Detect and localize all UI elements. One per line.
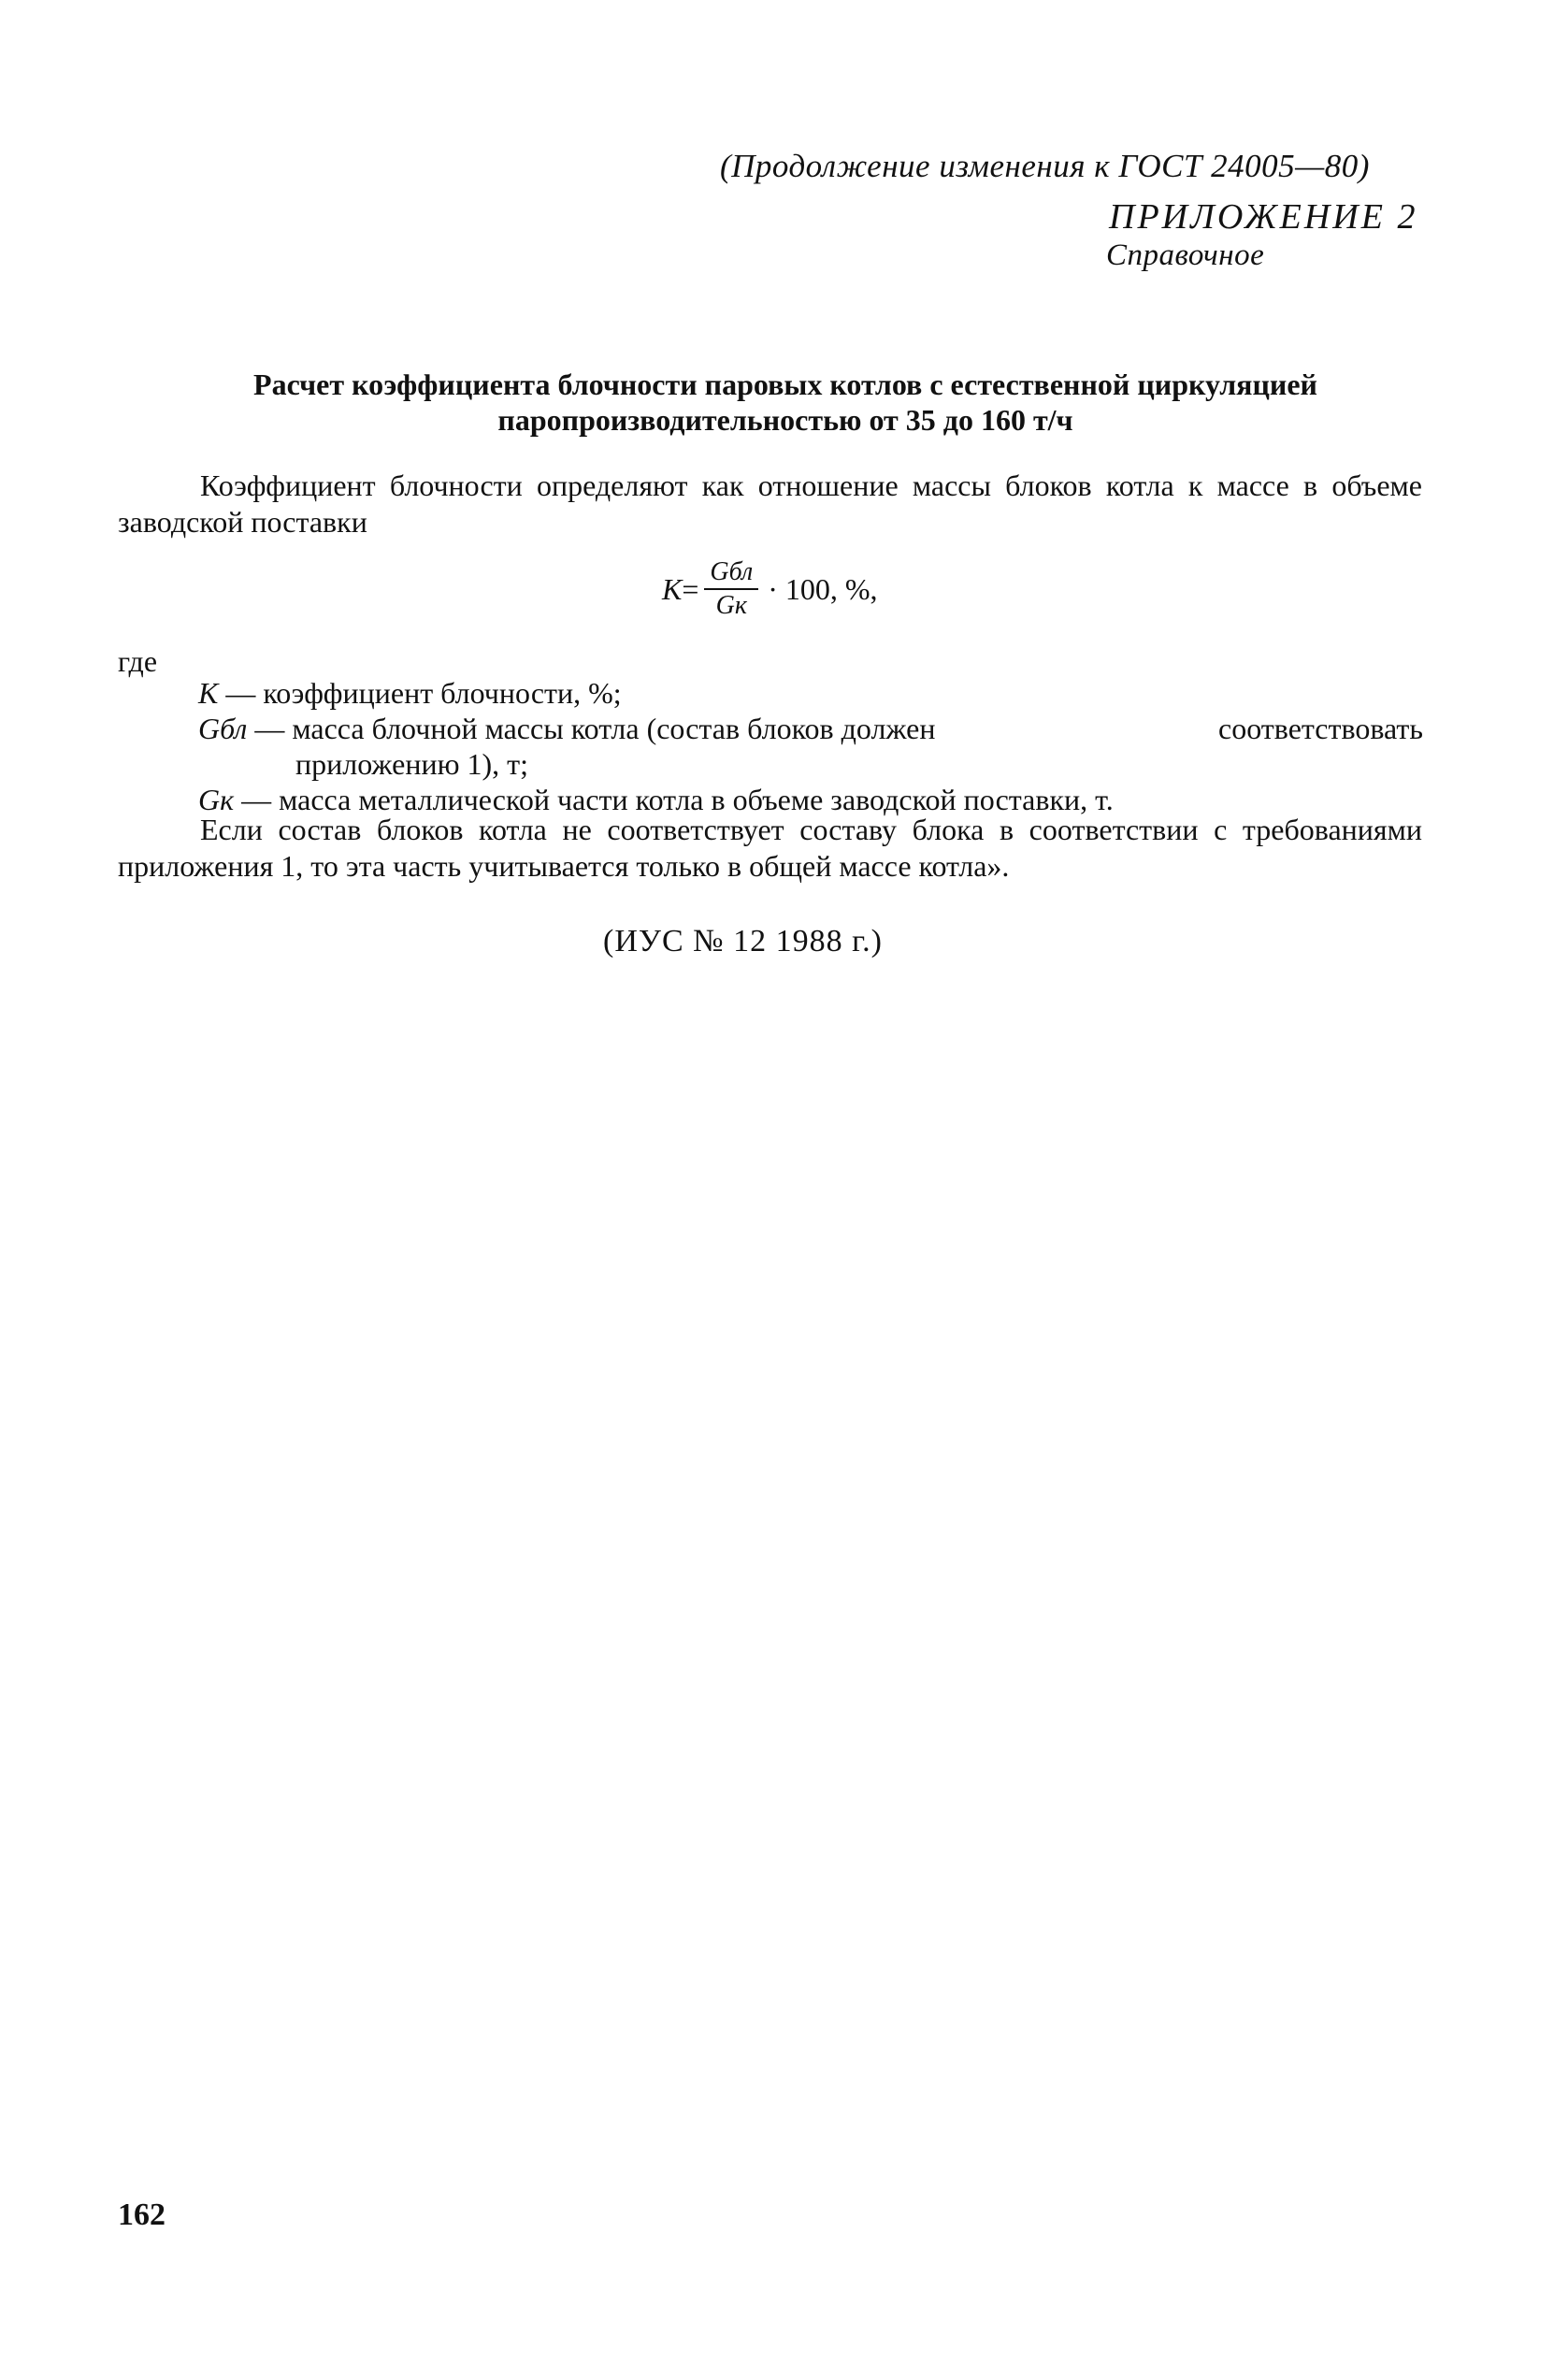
source-note: (ИУС № 12 1988 г.) [603,924,883,958]
definition-k [198,675,622,712]
appendix-title: ПРИЛОЖЕНИЕ 2 [1109,197,1418,237]
appendix-subtitle: Справочное [1106,238,1265,272]
definition-gk-symbol: Gк [198,783,235,816]
page-number: 162 [118,2197,165,2232]
formula-denominator: Gк [715,591,747,620]
formula-equals: = [682,571,699,606]
paragraph-block-composition: Если состав блоков котла не соответствует составу блока в соответствии с требованиями приложения 1, то эта часть учитывается только в общей массе котла». [118,813,1422,883]
formula-numerator: Gбл [704,556,758,590]
definition-gk-text: — масса металлической части котла в объеме заводской поставки, т. [234,783,1114,816]
definition-gbl-symbol: Gбл [198,712,248,745]
formula-rest: · 100, %, [768,571,878,606]
formula [662,542,878,636]
definition-k-text: — коэффициент блочности, %; [218,676,622,710]
paragraph-definition: Коэффициент блочности определяют как отношение массы блоков котла к массе в объеме заводской поставки [118,468,1422,539]
definition-k-symbol: K [198,676,219,710]
section-title: Расчет коэффициента блочности паровых котлов с естественной циркуляцией паропроизводительностью от 35 до 160 т/ч [253,367,1317,437]
definition-gbl-text-b: соответствовать [1218,712,1423,745]
continuation-note: (Продолжение изменения к ГОСТ 24005—80) [720,148,1370,184]
formula-lhs: K [662,571,683,606]
where-label: где [118,644,158,678]
definition-gbl-line2: приложению 1), т; [295,747,528,781]
definition-gbl-text-a: — масса блочной массы котла (состав блоков должен [254,712,936,745]
formula-fraction [704,556,758,622]
definition-gbl-line1 [198,711,1423,747]
